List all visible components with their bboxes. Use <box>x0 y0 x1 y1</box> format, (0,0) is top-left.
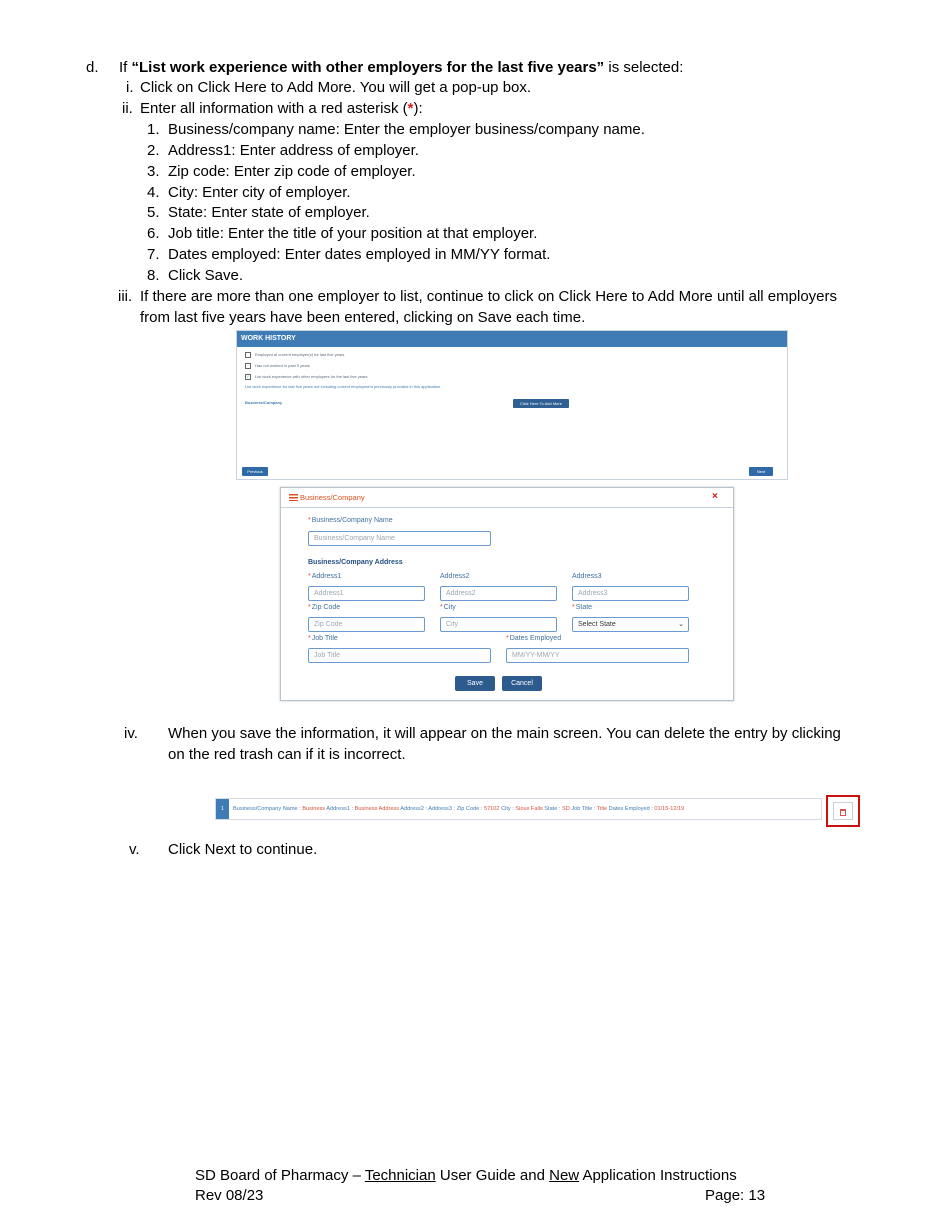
state-label <box>572 604 592 611</box>
footer-new: New <box>549 1167 580 1184</box>
address1-input[interactable]: Address1 <box>308 586 425 601</box>
footer-title <box>195 1167 737 1185</box>
entry-label: Business/Company Name : <box>233 806 303 812</box>
business-name-label <box>308 517 393 524</box>
business-name-input[interactable]: Business/Company Name <box>308 531 491 546</box>
option-label: Has not worked in past 5 years <box>255 363 310 369</box>
sub-item-text: Zip code: Enter zip code of employer. <box>168 163 416 180</box>
modal-title <box>289 493 365 502</box>
option-label: Employed at current employer(s) for last five years <box>255 352 345 358</box>
entry-value: Title <box>596 806 608 812</box>
footer-revision: Rev 08/23 <box>195 1187 264 1204</box>
add-more-button[interactable]: Click Here To Add More <box>513 399 569 408</box>
required-asterisk: * <box>440 604 443 611</box>
entry-label: Address2 : Address3 : Zip Code : <box>399 806 484 812</box>
required-asterisk: * <box>308 573 311 580</box>
checkbox-icon[interactable] <box>245 352 251 358</box>
step-v-text: Click Next to continue. <box>168 841 318 858</box>
sub-item-marker: 5. <box>147 204 160 221</box>
label-text: Business/Company Name <box>311 517 393 524</box>
entry-value: Business Address <box>354 806 400 812</box>
label-text: State <box>575 604 593 611</box>
address1-label <box>308 573 341 580</box>
footer-suffix: Application Instructions <box>579 1167 737 1184</box>
menu-icon <box>289 494 298 501</box>
step-iv-line2: on the red trash can if it is incorrect. <box>168 746 406 763</box>
step-i-text: Click on Click Here to Add More. You will get a pop-up box. <box>140 79 532 96</box>
entry-label: City : <box>499 806 516 812</box>
sub-item-marker: 1. <box>147 121 160 138</box>
required-asterisk: * <box>308 517 311 524</box>
sub-item-marker: 8. <box>147 267 160 284</box>
sub-item-text: Job title: Enter the title of your position at that employer. <box>168 225 538 242</box>
sub-item-text: Dates employed: Enter dates employed in MM/YY format. <box>168 246 551 263</box>
label-text: Address1 <box>311 573 342 580</box>
entry-value: SD <box>562 806 570 812</box>
step-ii-text <box>140 99 423 119</box>
entry-value: Business <box>302 806 326 812</box>
work-history-panel <box>236 330 788 480</box>
required-asterisk: * <box>308 635 311 642</box>
sub-item-text: Click Save. <box>168 267 244 284</box>
saved-entry-row <box>215 798 822 820</box>
option-label: List work experience with other employers for the last five years <box>255 374 368 380</box>
red-asterisk: * <box>407 100 414 117</box>
entry-label: Address1 : <box>325 806 355 812</box>
zip-code-input[interactable]: Zip Code <box>308 617 425 632</box>
entry-details <box>233 799 684 819</box>
checkbox-icon[interactable] <box>245 363 251 369</box>
step-ii-marker: ii. <box>122 100 133 117</box>
sub-item-marker: 2. <box>147 142 160 159</box>
trash-icon[interactable] <box>840 809 846 816</box>
step-iii-line2: from last five years have been entered, clicking on Save each time. <box>140 309 586 326</box>
step-ii-suffix: ): <box>413 100 423 117</box>
modal-title-text: Business/Company <box>300 493 365 502</box>
required-asterisk: * <box>506 635 509 642</box>
step-d-bold: “List work experience with other employers for the last five years” <box>131 59 605 76</box>
entry-number: 1 <box>216 799 229 819</box>
sub-item-marker: 4. <box>147 184 160 201</box>
sub-item-marker: 6. <box>147 225 160 242</box>
close-icon[interactable]: × <box>712 491 718 502</box>
step-iii-marker: iii. <box>118 288 133 305</box>
label-text: Zip Code <box>311 604 341 611</box>
business-company-header: Business/Company <box>245 400 283 405</box>
required-asterisk: * <box>308 604 311 611</box>
cancel-button[interactable]: Cancel <box>502 676 542 691</box>
step-d-prefix: If <box>119 59 132 76</box>
option-other-employers[interactable] <box>245 374 368 380</box>
entry-value: 01/15-12/19 <box>654 806 685 812</box>
address2-label: Address2 <box>440 573 470 580</box>
sub-item-text: State: Enter state of employer. <box>168 204 370 221</box>
address3-label: Address3 <box>572 573 602 580</box>
sub-item-marker: 3. <box>147 163 160 180</box>
step-iv-marker: iv. <box>124 725 138 742</box>
label-text: Job Title <box>311 635 338 642</box>
address3-input[interactable]: Address3 <box>572 586 689 601</box>
option-not-worked[interactable] <box>245 363 310 369</box>
entry-label: Job Title : <box>569 806 597 812</box>
footer-technician: Technician <box>364 1167 436 1184</box>
chevron-down-icon: ⌄ <box>678 621 684 628</box>
sub-item-text: Address1: Enter address of employer. <box>168 142 419 159</box>
entry-value: 57102 <box>483 806 500 812</box>
footer-middle: User Guide and <box>435 1167 550 1184</box>
job-title-input[interactable]: Job Title <box>308 648 491 663</box>
sub-item-text: City: Enter city of employer. <box>168 184 351 201</box>
zip-label <box>308 604 340 611</box>
sub-item-text: Business/company name: Enter the employer business/company name. <box>168 121 645 138</box>
step-iv-line1: When you save the information, it will appear on the main screen. You can delete the entry by clicking <box>168 725 841 742</box>
footer-page-number: Page: 13 <box>705 1187 766 1204</box>
address-heading: Business/Company Address <box>308 559 403 566</box>
entry-label: Dates Employed : <box>607 806 655 812</box>
entry-value: Sioux Falls <box>515 806 543 812</box>
work-history-note: List work experience for last five years not including current employment previously provided in this application. <box>245 384 442 389</box>
state-select-value: Select State <box>578 621 616 628</box>
step-d-suffix: is selected: <box>604 59 684 76</box>
next-button[interactable]: Next <box>749 467 773 476</box>
sub-item-marker: 7. <box>147 246 160 263</box>
modal-divider <box>281 507 733 508</box>
job-title-label <box>308 635 338 642</box>
city-input[interactable]: City <box>440 617 557 632</box>
previous-button[interactable]: Previous <box>242 467 268 476</box>
state-select[interactable] <box>572 617 689 632</box>
entry-label: State : <box>542 806 563 812</box>
footer-prefix: SD Board of Pharmacy – <box>195 1167 365 1184</box>
option-employed-current[interactable] <box>245 352 344 358</box>
step-iii-line1: If there are more than one employer to list, continue to click on Click Here to Add More until all employers <box>140 288 837 305</box>
step-i-marker: i. <box>126 79 134 96</box>
work-history-title: WORK HISTORY <box>237 331 787 347</box>
checked-checkbox-icon[interactable]: ✓ <box>246 374 250 379</box>
address2-input[interactable]: Address2 <box>440 586 557 601</box>
required-asterisk: * <box>572 604 575 611</box>
delete-button[interactable] <box>833 802 853 820</box>
step-d-text <box>119 58 683 78</box>
city-label <box>440 604 456 611</box>
dates-employed-input[interactable]: MM/YY-MM/YY <box>506 648 689 663</box>
label-text: City <box>443 604 456 611</box>
step-ii-prefix: Enter all information with a red asterisk ( <box>140 100 408 117</box>
trash-highlight <box>826 795 860 827</box>
business-company-modal <box>280 487 734 701</box>
label-text: Dates Employed <box>509 635 562 642</box>
step-d-marker: d. <box>86 59 99 76</box>
step-v-marker: v. <box>129 841 140 858</box>
save-button[interactable]: Save <box>455 676 495 691</box>
dates-employed-label <box>506 635 561 642</box>
